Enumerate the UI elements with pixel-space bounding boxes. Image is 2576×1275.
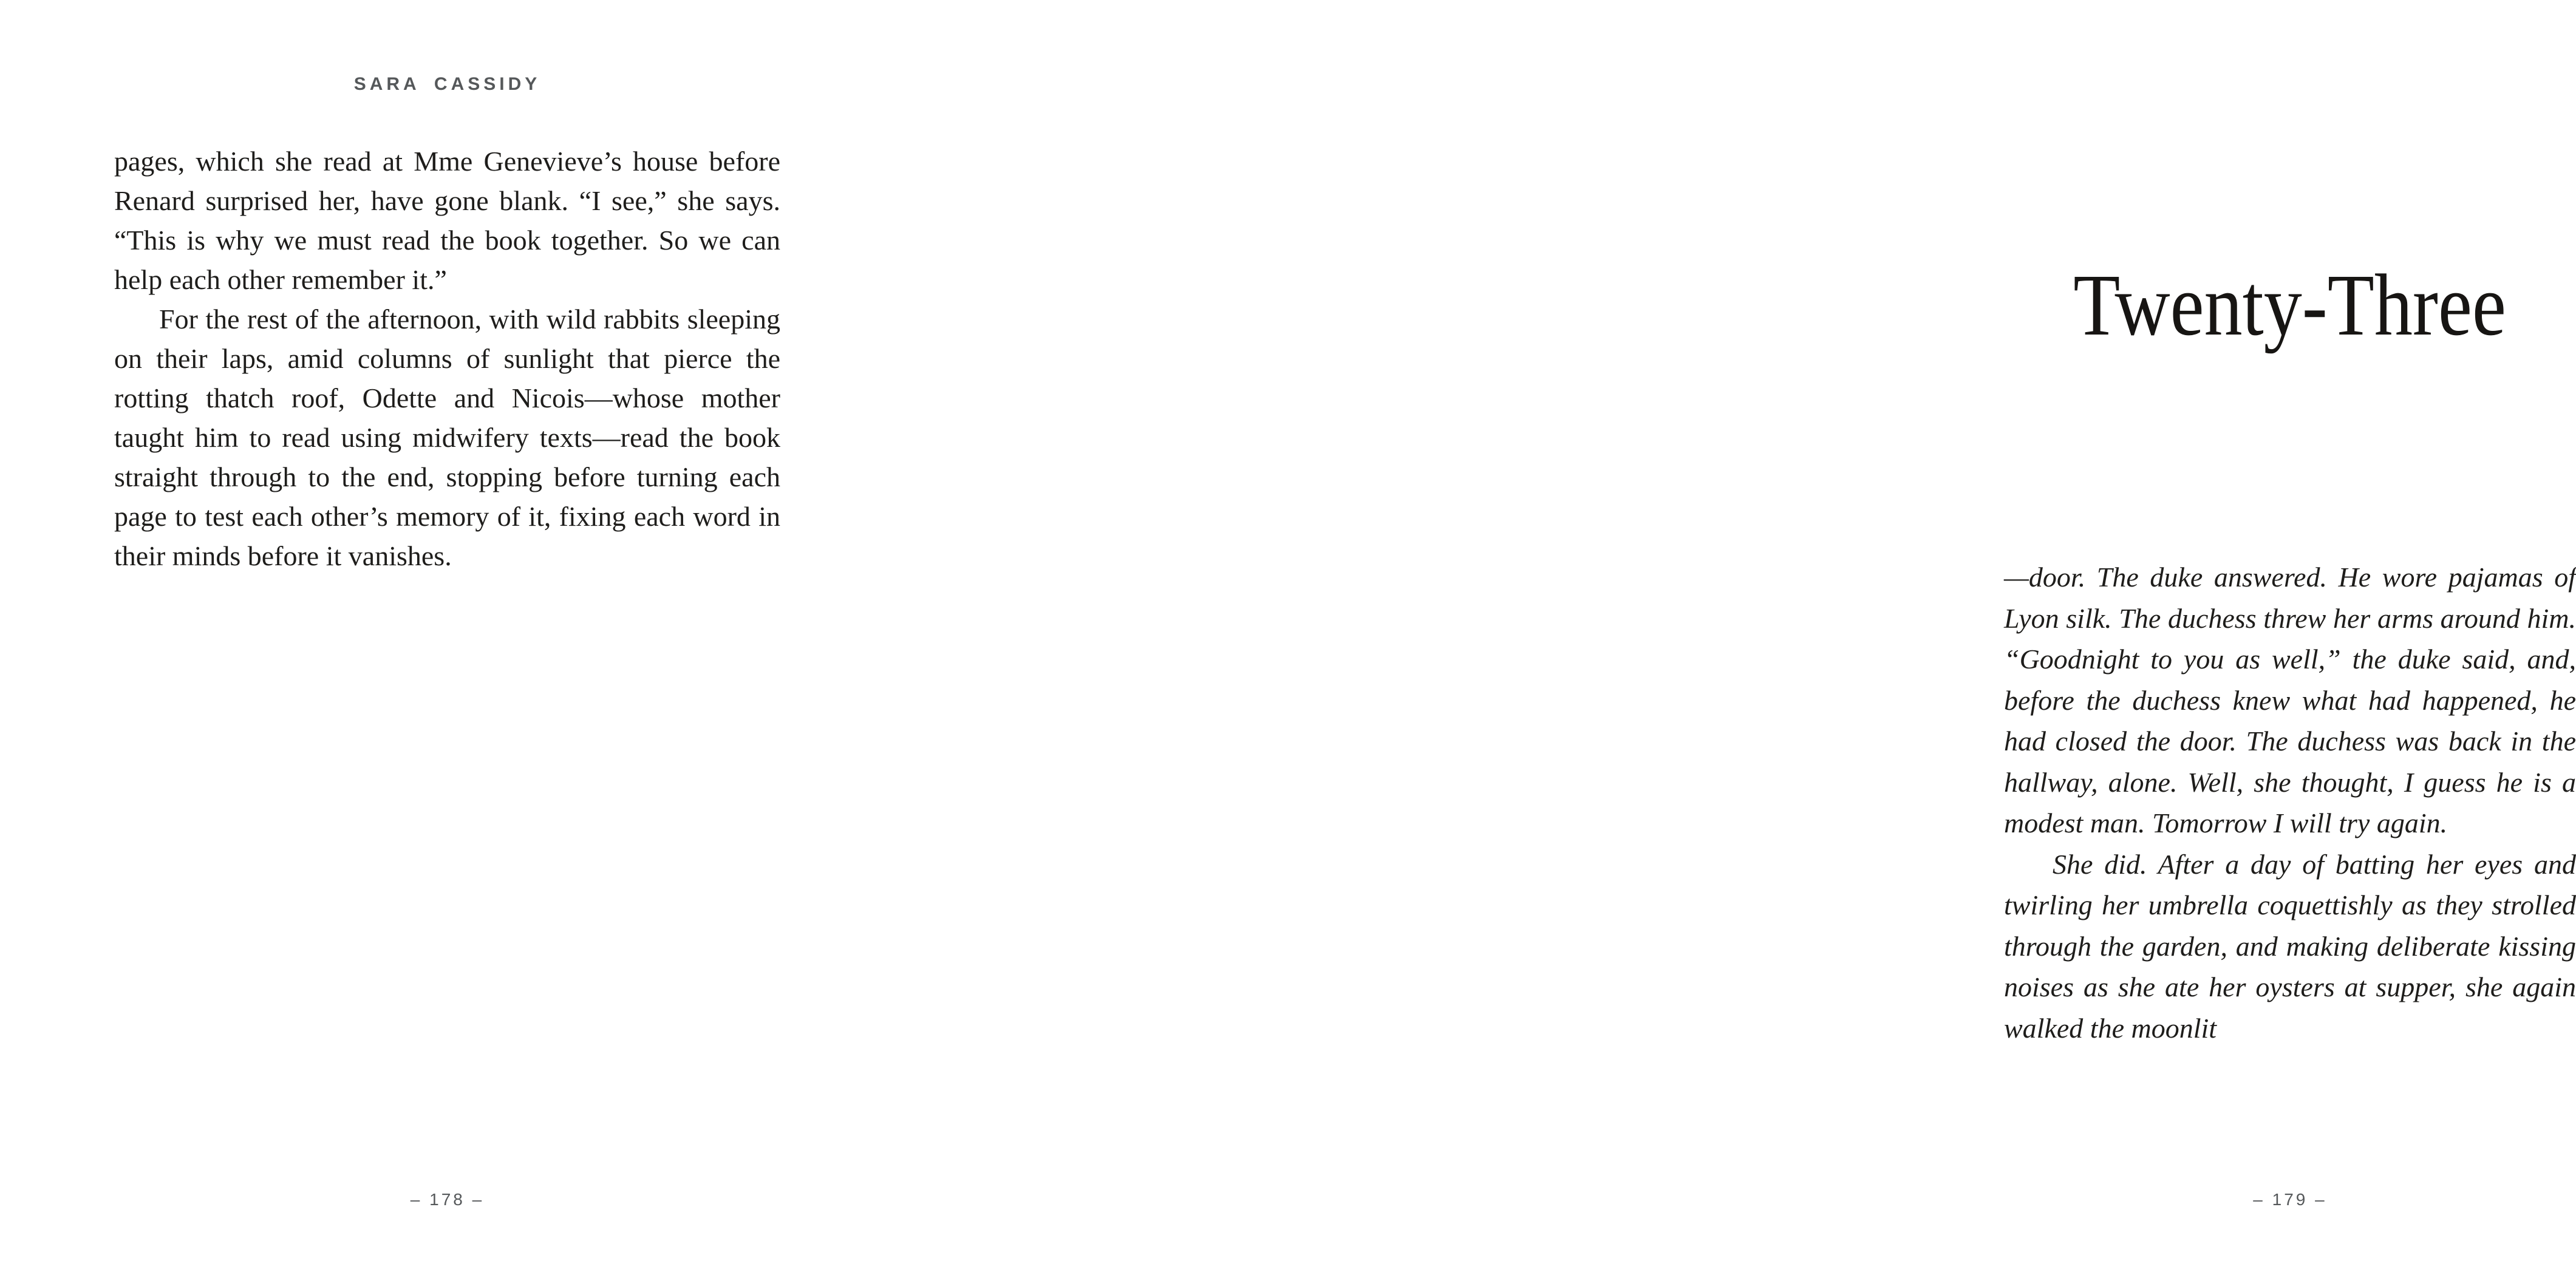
left-page-body	[114, 141, 780, 576]
right-page-body	[2004, 557, 2576, 1049]
body-paragraph: pages, which she read at Mme Genevieve’s house before Renard surprised her, have gone blank. “I see,” she says. “This is why we must read the book together. So we can help each other remember it.”	[114, 146, 780, 295]
page-number-left: – 178 –	[410, 1190, 485, 1209]
body-paragraph: —door. The duke answered. He wore pajamas of Lyon silk. The duchess threw her arms around him. “Goodnight to you as well,” the duke said, and, before the duchess knew what had happened, he had closed the door. The duchess was back in the hallway, alone. Well, she thought, I guess he is a modest man. Tomorrow I will try again.	[2004, 562, 2576, 838]
chapter-title-text: Twenty-Three	[2073, 257, 2507, 354]
running-header-author: SARA CASSIDY	[353, 74, 541, 94]
body-paragraph: For the rest of the afternoon, with wild rabbits sleeping on their laps, amid columns of sunlight that pierce the rotting thatch roof, Odette and Nicois—whose mother taught him to read using midwifery texts—read the book straight through to the end, stopping before turning each page to test each other’s memory of it, fixing each word in their minds before it vanishes.	[114, 304, 780, 571]
chapter-title	[2004, 257, 2576, 354]
page-number-right: – 179 –	[2253, 1190, 2327, 1209]
right-page	[911, 0, 2576, 1275]
body-paragraph: She did. After a day of batting her eyes and twirling her umbrella coquettishly as they strolled through the garden, and making deliberate kissing noises as she ate her oysters at supper, she again walked the moonlit	[2004, 848, 2576, 1044]
left-page	[0, 0, 911, 1275]
